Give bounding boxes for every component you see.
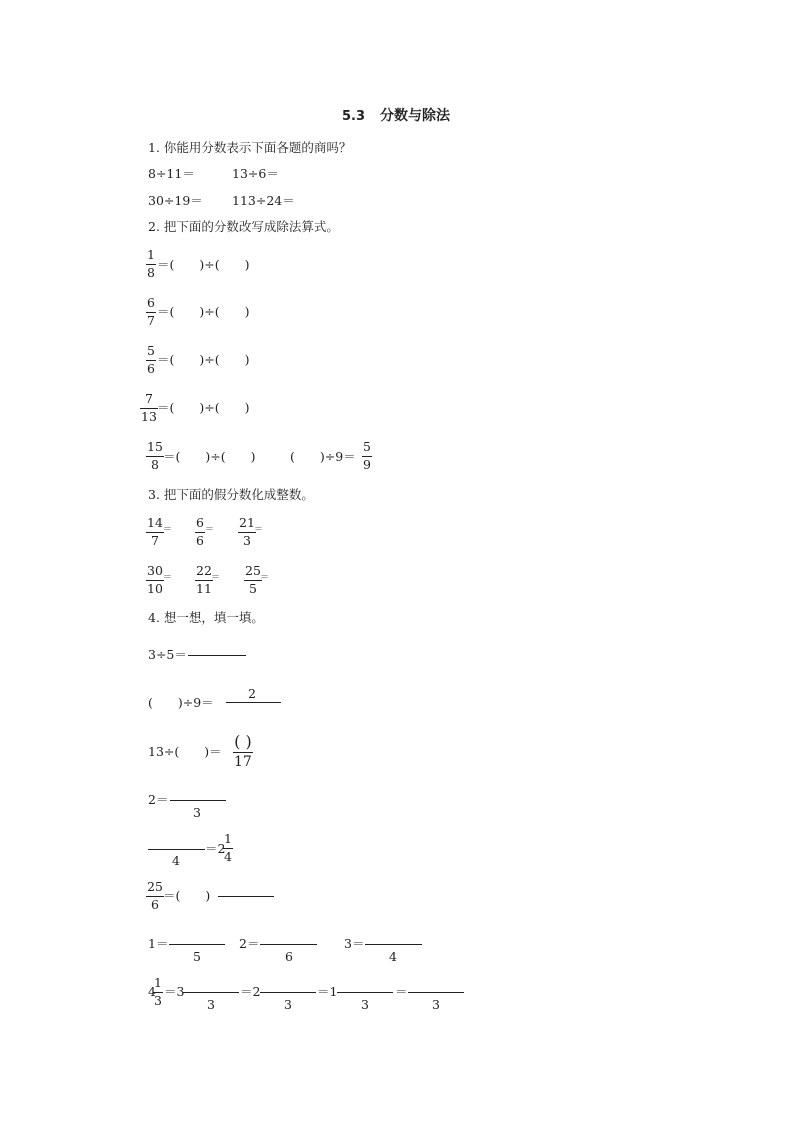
fraction-denominator: 4 [172, 853, 180, 868]
equals-sign: ＝ [163, 573, 173, 583]
division-blank: ＝( )÷( ) [157, 352, 250, 367]
division-blank: ( )÷9＝ [290, 449, 356, 464]
equals-mixed: ＝ [395, 984, 408, 999]
fraction-denominator: 8 [147, 264, 155, 280]
q4-line6-tail: ＝( ) [163, 888, 211, 903]
q4-line7-left: 1＝ [148, 936, 169, 951]
fraction-denominator: 7 [147, 312, 155, 328]
q4-line2-left: ( )÷9＝ [148, 695, 214, 710]
answer-blank [183, 992, 239, 993]
section-number: 5.3 [342, 109, 366, 124]
fraction-numerator: 30 [147, 563, 163, 578]
answer-blank [148, 849, 205, 850]
fraction-denominator: 3 [154, 992, 162, 1008]
fraction-numerator: 5 [147, 343, 155, 358]
fraction-denominator: 17 [234, 754, 252, 770]
fraction-numerator: 22 [196, 563, 212, 578]
answer-blank [337, 992, 393, 993]
fraction-denominator: 3 [361, 997, 369, 1012]
fraction-numerator: 25 [147, 879, 163, 894]
fraction-numerator: 6 [196, 515, 204, 530]
equals-mixed: ＝2 [205, 841, 226, 856]
q2-prompt: 2. 把下面的分数改写成除法算式。 [148, 219, 339, 234]
fraction [146, 345, 156, 375]
fraction-denominator: 6 [147, 360, 155, 376]
fraction-bar [233, 752, 253, 753]
equals-sign: ＝ [205, 525, 215, 535]
fraction [146, 881, 164, 911]
equals-mixed: ＝1 [317, 984, 338, 999]
fraction-numerator: 2 [248, 686, 256, 701]
fraction-denominator: 13 [141, 408, 157, 424]
fraction-numerator: 21 [239, 515, 255, 530]
fraction [146, 249, 156, 279]
division-blank: ＝( )÷( ) [157, 304, 250, 319]
page-title: 分数与除法 [380, 108, 450, 124]
q1-prompt: 1. 你能用分数表示下面各题的商吗？ [148, 140, 352, 155]
fraction [146, 517, 164, 547]
answer-blank [188, 655, 246, 656]
fraction-numerator: 1 [154, 975, 162, 990]
answer-blank [260, 992, 316, 993]
answer-blank [408, 992, 464, 993]
equals-sign: ＝ [163, 525, 173, 535]
fraction [233, 734, 253, 769]
equals-sign: ＝ [254, 525, 264, 535]
fraction-denominator: 6 [285, 949, 293, 964]
fraction-denominator: 6 [150, 896, 159, 912]
fraction-denominator: 11 [196, 580, 212, 596]
fraction-denominator: 7 [150, 532, 159, 548]
fraction-numerator: 25 [245, 563, 261, 578]
fraction-numerator: 14 [147, 515, 163, 530]
fraction-denominator: 8 [150, 456, 159, 472]
fraction-denominator: 9 [363, 456, 371, 472]
q4-prompt: 4. 想一想，填一填。 [148, 610, 264, 625]
fraction [362, 441, 372, 471]
answer-blank [169, 944, 225, 945]
fraction-numerator: 7 [144, 391, 153, 406]
fraction-denominator: 4 [224, 848, 232, 864]
fraction [140, 393, 158, 423]
fraction-denominator: 6 [196, 532, 204, 548]
fraction-denominator: 3 [432, 997, 440, 1012]
fraction [223, 833, 233, 863]
fraction [146, 297, 156, 327]
q4-line3-left: 13÷( )＝ [148, 744, 222, 759]
answer-blank [365, 944, 422, 945]
fraction-denominator: 4 [389, 949, 397, 964]
q4-line1-left: 3÷5＝ [148, 647, 187, 662]
q1-item: 13÷6＝ [232, 166, 279, 181]
fraction-numerator: 5 [363, 439, 371, 454]
q4-line7-left: 2＝ [239, 936, 260, 951]
fraction-denominator: 5 [248, 580, 257, 596]
fraction-numerator: 1 [224, 831, 232, 846]
fraction-denominator: 5 [193, 949, 201, 964]
fraction [153, 977, 163, 1007]
q3-prompt: 3. 把下面的假分数化成整数。 [148, 487, 314, 502]
fraction-denominator: 3 [242, 532, 251, 548]
equals-mixed: ＝3 [164, 984, 185, 999]
fraction [146, 441, 164, 471]
division-blank: ＝( )÷( ) [157, 257, 250, 272]
answer-blank [218, 896, 274, 897]
fraction-numerator: 6 [147, 295, 155, 310]
fraction-numerator: 1 [147, 247, 155, 262]
equals-sign: ＝ [260, 573, 270, 583]
q4-line7-left: 3＝ [344, 936, 365, 951]
q1-item: 30÷19＝ [148, 193, 203, 208]
q4-line4-left: 2＝ [148, 792, 169, 807]
answer-blank [226, 702, 281, 703]
fraction-numerator: 15 [147, 439, 163, 454]
fraction-denominator: 3 [193, 805, 201, 820]
q1-item: 113÷24＝ [232, 193, 295, 208]
fraction-numerator: ( ) [234, 732, 252, 751]
division-blank: ＝( )÷( ) [157, 400, 250, 415]
answer-blank [260, 944, 317, 945]
fraction-denominator: 10 [147, 580, 163, 596]
answer-blank [170, 800, 226, 801]
equals-sign: ＝ [211, 573, 221, 583]
division-blank: ＝( )÷( ) [163, 449, 256, 464]
fraction-denominator: 3 [207, 997, 215, 1012]
equals-mixed: ＝2 [240, 984, 261, 999]
fraction [195, 517, 205, 547]
fraction-denominator: 3 [284, 997, 292, 1012]
mixed-whole: 4 [148, 984, 156, 999]
fraction [146, 565, 164, 595]
q1-item: 8÷11＝ [148, 166, 195, 181]
